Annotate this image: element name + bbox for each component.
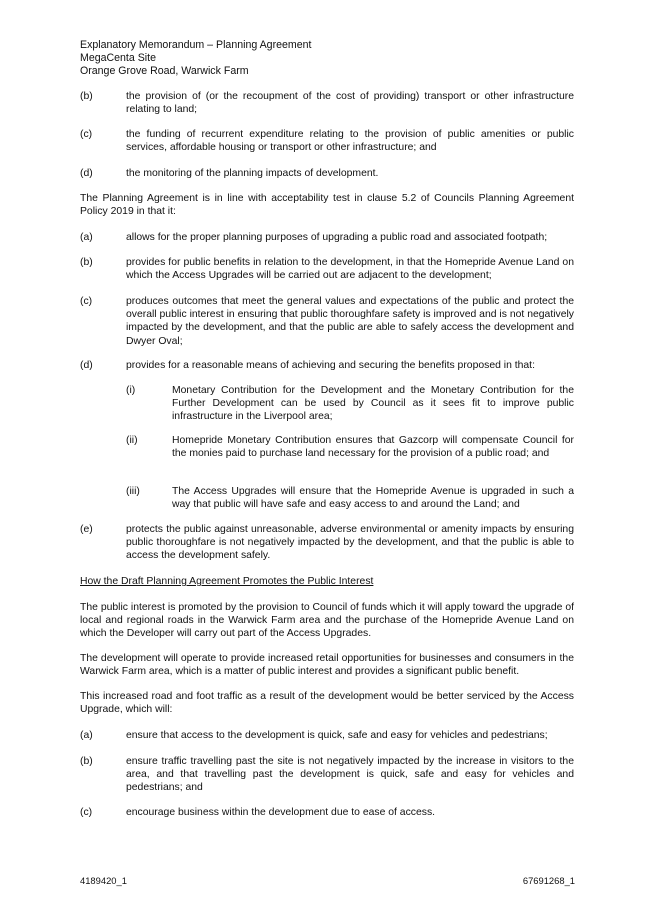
footer-doc-id-right: 67691268_1 — [522, 875, 575, 886]
footer-doc-id-left: 4189420_1 — [80, 875, 127, 886]
item-label: (a) — [80, 730, 93, 741]
item-text: protects the public against unreasonable, adverse environmental or amenity impacts by ensuring public thoroughfare is not negatively impacted by the development, and that the public is able to access the development safely. — [126, 524, 574, 562]
item-label: (d) — [80, 360, 93, 371]
item-text: the monitoring of the planning impacts of development. — [126, 168, 379, 179]
header-address: Orange Grove Road, Warwick Farm — [80, 65, 249, 77]
item-text: produces outcomes that meet the general values and expectations of the public and protect the overall public interest in ensuring that public thoroughfare safety is improved and is not negatively impacted by the development, and that the public are able to safely access the development and Dwyer Oval; — [126, 296, 574, 347]
item-label: (ii) — [126, 435, 138, 446]
item-text: allows for the proper planning purposes of upgrading a public road and associated footpath; — [126, 232, 548, 243]
paragraph: The development will operate to provide increased retail opportunities for businesses and consumers in the Warwick Farm area, which is a matter of public interest and provides a significant public benefit. — [80, 653, 574, 678]
item-label: (c) — [80, 129, 93, 140]
item-label: (b) — [80, 257, 93, 268]
item-text: the provision of (or the recoupment of the cost of providing) transport or other infrastructure relating to land; — [126, 91, 574, 116]
paragraph: The public interest is promoted by the provision to Council of funds which it will apply toward the upgrade of local and regional roads in the Warwick Farm area and the purchase of the Homepride Avenue Land on which the Developer will carry out part of the Access Upgrades. — [80, 602, 574, 640]
header-title: Explanatory Memorandum – Planning Agreement — [80, 39, 312, 51]
item-label: (iii) — [126, 486, 140, 497]
item-label: (b) — [80, 91, 93, 102]
item-label: (a) — [80, 232, 93, 243]
item-text: ensure that access to the development is quick, safe and easy for vehicles and pedestrians; — [126, 730, 548, 741]
item-text: provides for public benefits in relation to the development, in that the Homepride Avenue Land on which the Access Upgrades will be carried out are adjacent to the development; — [126, 257, 574, 282]
item-text: Homepride Monetary Contribution ensures that Gazcorp will compensate Council for the monies paid to purchase land necessary for the provision of a public road; and — [172, 435, 574, 460]
item-label: (c) — [80, 807, 93, 818]
item-label: (b) — [80, 756, 93, 767]
paragraph: This increased road and foot traffic as a result of the development would be better serviced by the Access Upgrade, which will: — [80, 691, 574, 716]
item-label: (d) — [80, 168, 93, 179]
item-text: the funding of recurrent expenditure relating to the provision of public amenities or public services, affordable housing or transport or other infrastructure; and — [126, 129, 574, 154]
item-text: encourage business within the development due to ease of access. — [126, 807, 436, 818]
item-text: ensure traffic travelling past the site is not negatively impacted by the increase in visitors to the area, and that travelling past the development is quick, safe and easy for vehicles and pedestrians; and — [126, 756, 574, 794]
item-text: Monetary Contribution for the Development and the Monetary Contribution for the Further Development can be used by Council as it sees fit to improve public infrastructure in the Liverpool area; — [172, 385, 574, 423]
item-label: (i) — [126, 385, 136, 396]
item-text: provides for a reasonable means of achieving and securing the benefits proposed in that: — [126, 360, 535, 371]
item-label: (e) — [80, 524, 93, 535]
item-text: The Access Upgrades will ensure that the Homepride Avenue is upgraded in such a way that public will have safe and easy access to and around the Land; and — [172, 486, 574, 511]
item-label: (c) — [80, 296, 93, 307]
paragraph: The Planning Agreement is in line with acceptability test in clause 5.2 of Councils Planning Agreement Policy 2019 in that it: — [80, 193, 574, 218]
header-site: MegaCenta Site — [80, 52, 156, 64]
document-header — [80, 39, 311, 78]
section-heading: How the Draft Planning Agreement Promotes the Public Interest — [80, 576, 374, 587]
